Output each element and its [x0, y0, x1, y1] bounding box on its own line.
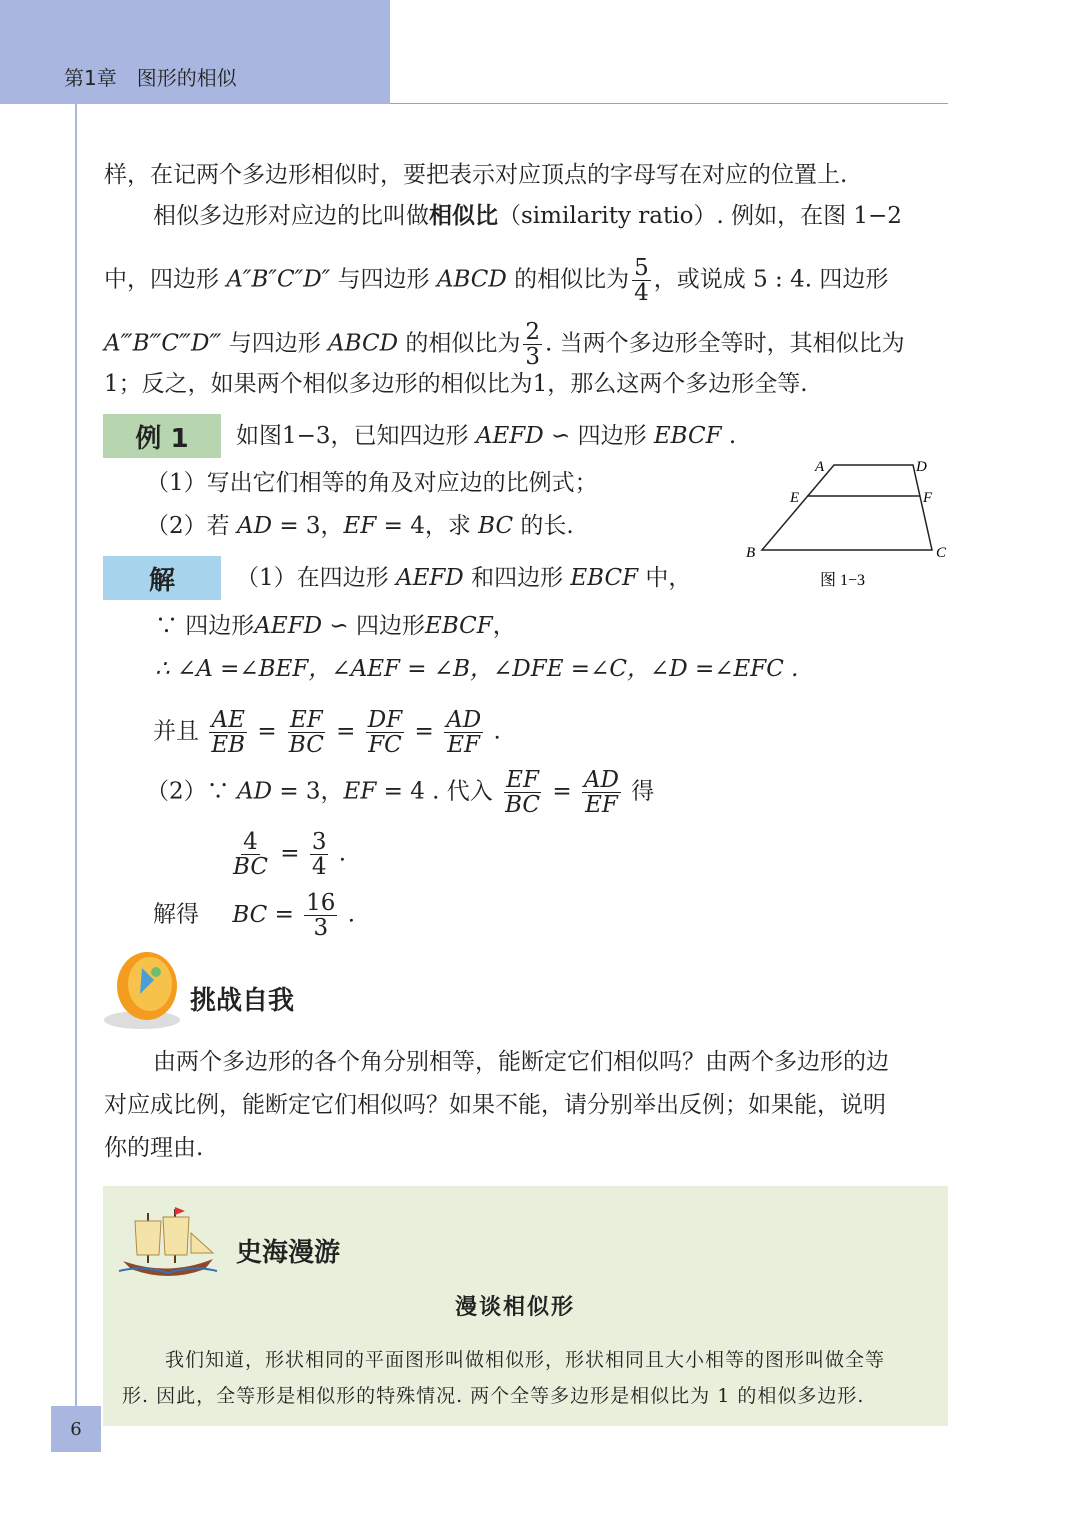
trapezoid-figure	[740, 455, 960, 590]
label-b: B	[746, 545, 756, 561]
trapezoid-outline	[762, 465, 932, 550]
page-number: 6	[51, 1406, 101, 1452]
question-1: （1）写出它们相等的角及对应边的比例式；	[146, 470, 598, 496]
label-a: A	[815, 459, 825, 475]
substitution-line: （2）∵ AD = 3，EF = 4 . 代入 $\frac{EF}{BC}$ = $\frac{AD}{EF}$ 得	[146, 767, 655, 819]
label-c: C	[936, 545, 947, 561]
para-line: 相似多边形对应边的比叫做相似比（similarity ratio）. 例如，在图 1−2	[153, 203, 902, 229]
proportion-line: $\frac{4}{BC}$ = $\frac{3}{4}$ .	[233, 829, 347, 881]
label-d: D	[916, 459, 927, 475]
sailing-ship-icon	[113, 1203, 223, 1281]
challenge-shield-icon	[102, 950, 192, 1032]
para-line: 1；反之，如果两个相似多边形的相似比为1，那么这两个多边形全等.	[104, 371, 808, 397]
challenge-line: 对应成比例，能断定它们相似吗？如果不能，请分别举出反例；如果能，说明	[104, 1092, 886, 1118]
history-line: 我们知道，形状相同的平面图形叫做相似形，形状相同且大小相等的图形叫做全等	[165, 1349, 886, 1371]
para-line: 中，四边形 A″B″C″D″ 与四边形 ABCD 的相似比为 $\frac{5}{4}$ ，或说成 5 : 4. 四边形	[104, 255, 889, 307]
chapter-title: 第1章 图形的相似	[64, 66, 237, 90]
challenge-title: 挑战自我	[190, 986, 295, 1016]
question-2: （2）若 AD = 3，EF = 4，求 BC 的长.	[146, 513, 574, 539]
example-statement: 如图1−3，已知四边形 AEFD ∽ 四边形 EBCF .	[236, 423, 737, 449]
solution-label: 解	[103, 556, 221, 600]
term-similarity-ratio: 相似比	[429, 203, 498, 229]
label-e: E	[790, 490, 800, 506]
para-line: 样，在记两个多边形相似时，要把表示对应顶点的字母写在对应的位置上.	[104, 162, 848, 188]
header-rule	[390, 103, 948, 104]
solution-line: ∵ 四边形AEFD ∽ 四边形EBCF，	[155, 613, 516, 639]
challenge-line: 由两个多边形的各个角分别相等，能断定它们相似吗？由两个多边形的边	[153, 1049, 889, 1075]
history-subtitle: 漫谈相似形	[455, 1294, 576, 1320]
answer-line: 解得 BC = $\frac{16}{3}$ .	[153, 890, 356, 942]
para-line: A‴B‴C‴D‴ 与四边形 ABCD 的相似比为 $\frac{2}{3}$ . 当两个多边形全等时，其相似比为	[104, 319, 905, 371]
history-line: 形. 因此，全等形是相似形的特殊情况. 两个全等多边形是相似比为 1 的相似多边形.	[122, 1385, 865, 1407]
margin-rule	[75, 104, 77, 1424]
ratio-equation: 并且 $\frac{AE}{EB}$ = $\frac{EF}{BC}$ = $\frac{DF}{FC}$ = $\frac{AD}{EF}$ .	[153, 707, 501, 759]
figure-caption: 图 1−3	[820, 572, 866, 589]
angle-equalities: ∴ ∠A =∠BEF，∠AEF = ∠B，∠DFE =∠C，∠D =∠EFC .	[155, 656, 799, 682]
example-label: 例 1	[103, 414, 221, 458]
history-title: 史海漫游	[236, 1238, 341, 1268]
solution-line: （1）在四边形 AEFD 和四边形 EBCF 中，	[236, 565, 692, 591]
label-f: F	[923, 490, 933, 506]
challenge-line: 你的理由.	[104, 1135, 204, 1161]
